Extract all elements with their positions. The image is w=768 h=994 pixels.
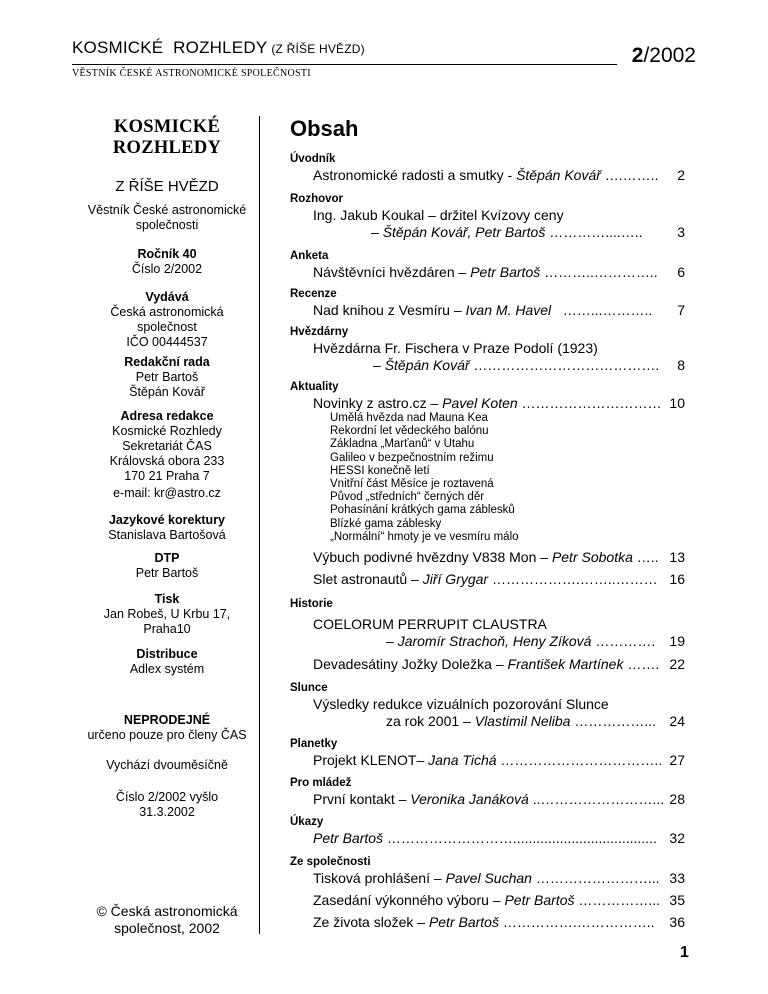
entry-title: Výsledky redukce vizuálních pozorování Slunce	[313, 696, 609, 712]
entry-title: Zasedání výkonného výboru –	[313, 892, 505, 908]
entry-title: Tisková prohlášení –	[313, 870, 446, 886]
release-line: Číslo 2/2002 vyšlo	[115, 790, 219, 804]
entry-leader: …………....…..	[545, 224, 643, 240]
entry-author: Ivan M. Havel	[465, 302, 552, 318]
entry-author: Štěpán Kovář	[516, 167, 601, 183]
publisher-ico: IČO 00444537	[126, 335, 208, 349]
publisher-line: společnost	[137, 320, 197, 334]
address-line: Kosmické Rozhledy	[112, 424, 222, 438]
entry-leader: ……………...	[570, 713, 656, 729]
toc-entry-cont[interactable]	[313, 357, 685, 374]
entry-author: Štěpán Kovář, Petr Bartoš	[382, 224, 546, 240]
news-item[interactable]: „Normální“ hmoty je ve vesmíru málo	[330, 530, 519, 543]
entry-author: Pavel Koten	[442, 395, 518, 411]
section-heading: Rozhovor	[290, 193, 344, 205]
issue-number	[632, 44, 696, 68]
entry-page: 24	[669, 713, 685, 729]
bulletin-line1: Věstník České astronomické	[87, 203, 247, 217]
toc-entry[interactable]	[313, 395, 685, 412]
magazine-title	[72, 38, 696, 58]
dtp-name: Petr Bartoš	[135, 566, 199, 580]
distribution-info	[72, 647, 262, 677]
section-heading: Historie	[290, 598, 333, 610]
entry-page: 13	[669, 549, 685, 565]
toc-entry-cont[interactable]	[313, 633, 685, 650]
entry-leader: ….……..	[600, 167, 659, 183]
magazine-title-text: KOSMICKÉ ROZHLEDY	[72, 38, 268, 57]
toc-title: Obsah	[290, 116, 359, 141]
release-date: 31.3.2002	[139, 805, 195, 819]
entry-title: COELORUM PERRUPIT CLAUSTRA	[313, 616, 547, 632]
entry-leader: ..……………………...	[528, 791, 665, 807]
entry-page: 28	[669, 791, 685, 807]
not-for-sale-heading: NEPRODEJNÉ	[123, 713, 211, 727]
address-line: 170 21 Praha 7	[124, 469, 210, 483]
entry-page: 22	[669, 656, 685, 672]
issue-num: 2	[631, 44, 644, 67]
entry-page: 33	[669, 870, 685, 886]
entry-page: 6	[677, 264, 685, 280]
entry-author: Pavel Suchan	[445, 870, 532, 886]
print-line: Praha10	[143, 622, 191, 636]
header-rule	[72, 64, 617, 65]
board-heading: Redakční rada	[124, 355, 210, 369]
news-item[interactable]: Vnitřní část Měsíce je roztavená	[330, 478, 494, 491]
address-line: Královská obora 233	[109, 454, 225, 468]
toc-entry[interactable]	[313, 264, 685, 281]
toc-entry[interactable]	[313, 616, 685, 633]
entry-author: Petr Sobotka	[551, 549, 633, 565]
toc-entry[interactable]	[313, 302, 685, 319]
news-item[interactable]: Galileo v bezpečnostním režimu	[330, 451, 494, 464]
frequency: Vychází dvouměsíčně	[106, 758, 228, 772]
entry-author: Jaromír Strachoň, Heny Zíková	[397, 633, 592, 649]
entry-leader: ………..…………..	[540, 264, 658, 280]
entry-dash: –	[373, 357, 385, 373]
society-line: VĚSTNÍK ČESKÉ ASTRONOMICKÉ SPOLEČNOSTI	[72, 68, 311, 79]
entry-dash: –	[386, 633, 398, 649]
toc-entry[interactable]	[313, 571, 685, 588]
entry-title: Výbuch podivné hvězdny V838 Mon –	[313, 549, 552, 565]
entry-page: 16	[669, 571, 685, 587]
entry-title-cont: za rok 2001 –	[386, 713, 475, 729]
entry-title: Návštěvníci hvězdáren –	[313, 264, 471, 280]
entry-title: Ze života složek –	[313, 914, 429, 930]
entry-leader: ……………………….....................................	[383, 830, 657, 846]
issue-year: /2002	[643, 44, 696, 67]
toc-entry[interactable]	[313, 752, 685, 769]
distribution-name: Adlex systém	[129, 662, 205, 676]
entry-title: První kontakt –	[313, 791, 411, 807]
entry-page: 32	[669, 830, 685, 846]
entry-author: Petr Bartoš	[504, 892, 575, 908]
toc-entry-cont[interactable]	[313, 713, 685, 730]
section-heading: Anketa	[290, 250, 329, 262]
news-list	[330, 412, 519, 544]
column-divider	[259, 116, 260, 934]
not-for-sale	[72, 713, 262, 743]
address-line: Sekretariát ČAS	[122, 439, 212, 453]
toc-entry[interactable]	[313, 167, 685, 184]
proof-heading: Jazykové korektury	[108, 513, 226, 527]
not-for-sale-note: určeno pouze pro členy ČAS	[87, 728, 247, 742]
board-member: Petr Bartoš	[135, 370, 199, 384]
toc-entry[interactable]	[313, 830, 685, 847]
entry-title: Novinky z astro.cz –	[313, 395, 443, 411]
entry-author: Jana Tichá	[428, 752, 497, 768]
news-item[interactable]: Rekordní let vědeckého balónu	[330, 425, 489, 438]
entry-leader: ………………………………….	[469, 357, 660, 373]
toc-entry[interactable]	[313, 656, 685, 673]
toc-entry[interactable]	[313, 892, 685, 909]
entry-title: Hvězdárna Fr. Fischera v Praze Podolí (1923)	[313, 340, 598, 356]
release-info	[72, 790, 262, 820]
publisher-heading: Vydává	[145, 290, 189, 304]
publisher-info	[72, 290, 262, 350]
entry-leader: ……………….……..………	[488, 571, 658, 587]
copyright	[72, 903, 262, 937]
entry-dash: –	[371, 224, 383, 240]
address-heading: Adresa redakce	[120, 409, 214, 423]
entry-leader: ……………………...	[531, 870, 660, 886]
dtp-heading: DTP	[154, 551, 180, 565]
editorial-board	[72, 355, 262, 400]
entry-title: Devadesátiny Jožky Doležka –	[313, 656, 508, 672]
entry-title: Nad knihou z Vesmíru –	[313, 302, 466, 318]
entry-page: 7	[677, 302, 685, 318]
entry-author: Petr Bartoš	[470, 264, 541, 280]
news-item[interactable]: Umělá hvězda nad Mauna Kea	[330, 412, 488, 424]
entry-author: Jiří Grygar	[422, 571, 489, 587]
entry-leader: ……...………..	[551, 302, 657, 318]
entry-leader: …..	[632, 549, 659, 565]
entry-title: Projekt KLENOT–	[313, 752, 429, 768]
proofreading	[72, 513, 262, 543]
proof-name: Stanislava Bartošová	[108, 528, 226, 542]
toc-entry[interactable]	[313, 549, 685, 566]
sidebar-title-line1: KOSMICKÉ	[113, 117, 221, 137]
entry-title: Slet astronautů –	[313, 571, 423, 587]
sidebar	[72, 117, 262, 936]
entry-page: 19	[669, 633, 685, 649]
copyright-line: společnost, 2002	[114, 920, 220, 936]
sidebar-title	[72, 117, 262, 159]
news-item[interactable]: HESSI konečně letí	[330, 464, 430, 477]
section-heading: Slunce	[290, 682, 328, 694]
entry-page: 2	[677, 167, 685, 183]
dtp-info	[72, 551, 262, 581]
print-info	[72, 592, 262, 637]
toc-entry-cont[interactable]	[313, 224, 685, 241]
news-item[interactable]: Základna „Marťanů“ v Utahu	[330, 438, 475, 451]
bulletin-info	[72, 203, 262, 233]
section-heading: Hvězdárny	[290, 326, 349, 338]
entry-page: 35	[669, 892, 685, 908]
entry-leader: …………………………	[517, 395, 662, 411]
entry-author: Vlastimil Neliba	[474, 713, 571, 729]
news-item[interactable]: Blízké gama záblesky	[330, 517, 442, 530]
entry-author: Štěpán Kovář	[384, 357, 470, 373]
section-heading: Recenze	[290, 288, 337, 300]
entry-author: Petr Bartoš	[428, 914, 499, 930]
email: e-mail: kr@astro.cz	[113, 486, 221, 500]
editorial-address	[72, 409, 262, 484]
entry-author: Veronika Janáková	[410, 791, 529, 807]
entry-leader: ……………………………..	[496, 752, 663, 768]
entry-title: Astronomické radosti a smutky -	[313, 167, 517, 183]
toc-entry[interactable]	[313, 696, 685, 713]
entry-leader: ………….	[591, 633, 656, 649]
section-heading: Úkazy	[290, 816, 324, 828]
table-of-contents	[290, 116, 690, 930]
news-item[interactable]: Pohasínání krátkých gama záblesků	[330, 504, 515, 517]
entry-author: František Martínek	[507, 656, 624, 672]
sidebar-title-line2: ROZHLEDY	[112, 138, 222, 158]
bulletin-line2: společnosti	[135, 218, 199, 232]
entry-page: 36	[669, 914, 685, 930]
entry-page: 27	[669, 752, 685, 768]
entry-title: Ing. Jakub Koukal – držitel Kvízovy ceny	[313, 207, 564, 223]
section-heading: Planetky	[290, 738, 338, 750]
volume-info	[72, 247, 262, 277]
copyright-line: © Česká astronomická	[96, 903, 238, 919]
toc-entry[interactable]	[313, 914, 685, 931]
magazine-subtitle: (Z ŘÍŠE HVĚZD)	[271, 42, 365, 56]
entry-leader: ……………...	[574, 892, 661, 908]
section-heading: Ze společnosti	[290, 856, 371, 868]
issue-label: Číslo 2/2002	[131, 262, 203, 276]
entry-page: 10	[669, 395, 685, 411]
page-header	[72, 38, 696, 79]
distribution-heading: Distribuce	[136, 647, 198, 661]
toc-entry[interactable]	[313, 207, 685, 224]
board-member: Štěpán Kovář	[129, 385, 205, 399]
sidebar-subtitle: Z ŘÍŠE HVĚZD	[115, 178, 219, 195]
section-heading: Pro mládež	[290, 777, 352, 789]
entry-leader: …………….……………..	[498, 914, 655, 930]
entry-page: 8	[677, 357, 685, 373]
toc-entry[interactable]	[313, 870, 685, 887]
entry-author: Petr Bartoš	[313, 830, 384, 846]
volume: Ročník 40	[137, 247, 197, 261]
news-item[interactable]: Původ „středních“ černých děr	[330, 491, 485, 504]
toc-entry[interactable]	[313, 340, 685, 357]
entry-leader: …….	[623, 656, 660, 672]
publisher-line: Česká astronomická	[110, 305, 224, 319]
print-line: Jan Robeš, U Krbu 17,	[103, 607, 231, 621]
section-heading: Aktuality	[290, 381, 339, 393]
entry-page: 3	[677, 224, 685, 240]
toc-entry[interactable]	[313, 791, 685, 808]
print-heading: Tisk	[154, 592, 180, 606]
section-heading: Úvodník	[290, 153, 336, 165]
page-number: 1	[680, 944, 689, 961]
